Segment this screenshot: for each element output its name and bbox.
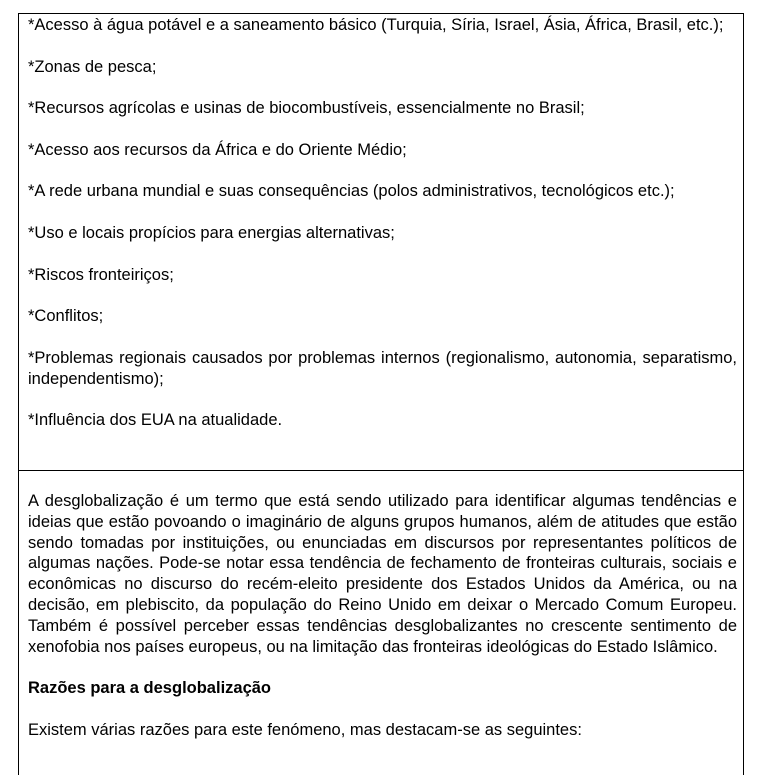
- list-item: *Acesso à água potável e a saneamento básico (Turquia, Síria, Israel, Ásia, África, Brasil, etc.);: [28, 16, 724, 34]
- list-item: *Problemas regionais causados por problemas internos (regionalismo, autonomia, separatismo, independentismo);: [28, 348, 737, 388]
- section-intro: Existem várias razões para este fenómeno, mas destacam-se as seguintes:: [28, 720, 582, 739]
- list-item: *Acesso aos recursos da África e do Oriente Médio;: [28, 140, 407, 159]
- topics-list: [28, 15, 737, 452]
- list-item: *Recursos agrícolas e usinas de biocombustíveis, essencialmente no Brasil;: [28, 99, 585, 118]
- list-item: *Zonas de pesca;: [28, 57, 157, 76]
- list-item: *Conflitos;: [28, 307, 104, 326]
- list-item: *Riscos fronteiriços;: [28, 265, 174, 284]
- article-paragraph: A desglobalização é um termo que está sendo utilizado para identificar algumas tendências e ideias que estão povoando o imaginário de alguns grupos humanos, além de atitudes que estão sendo tomadas por instituições, ou enunciadas em discursos por representantes políticos de algumas nações. Pode-se notar essa tendência de fechamento de fronteiras culturais, sociais e econômicas no discurso do recém-eleito presidente dos Estados Unidos da América, ou na decisão, em plebiscito, da população do Reino Unido em deixar o Mercado Comum Europeu. Também é possível perceber essas tendências desglobalizantes no crescente sentimento de xenofobia nos países europeus, ou na limitação das fronteiras ideológicas do Estado Islâmico.: [28, 492, 737, 656]
- list-item: *A rede urbana mundial e suas consequências (polos administrativos, tecnológicos etc.);: [28, 182, 675, 201]
- table-cell-topics-list: [18, 13, 744, 471]
- list-item: *Influência dos EUA na atualidade.: [28, 411, 283, 430]
- table-cell-article: [18, 470, 744, 775]
- article-body: [28, 491, 737, 761]
- list-item: *Uso e locais propícios para energias alternativas;: [28, 223, 395, 242]
- section-heading: Razões para a desglobalização: [28, 679, 272, 698]
